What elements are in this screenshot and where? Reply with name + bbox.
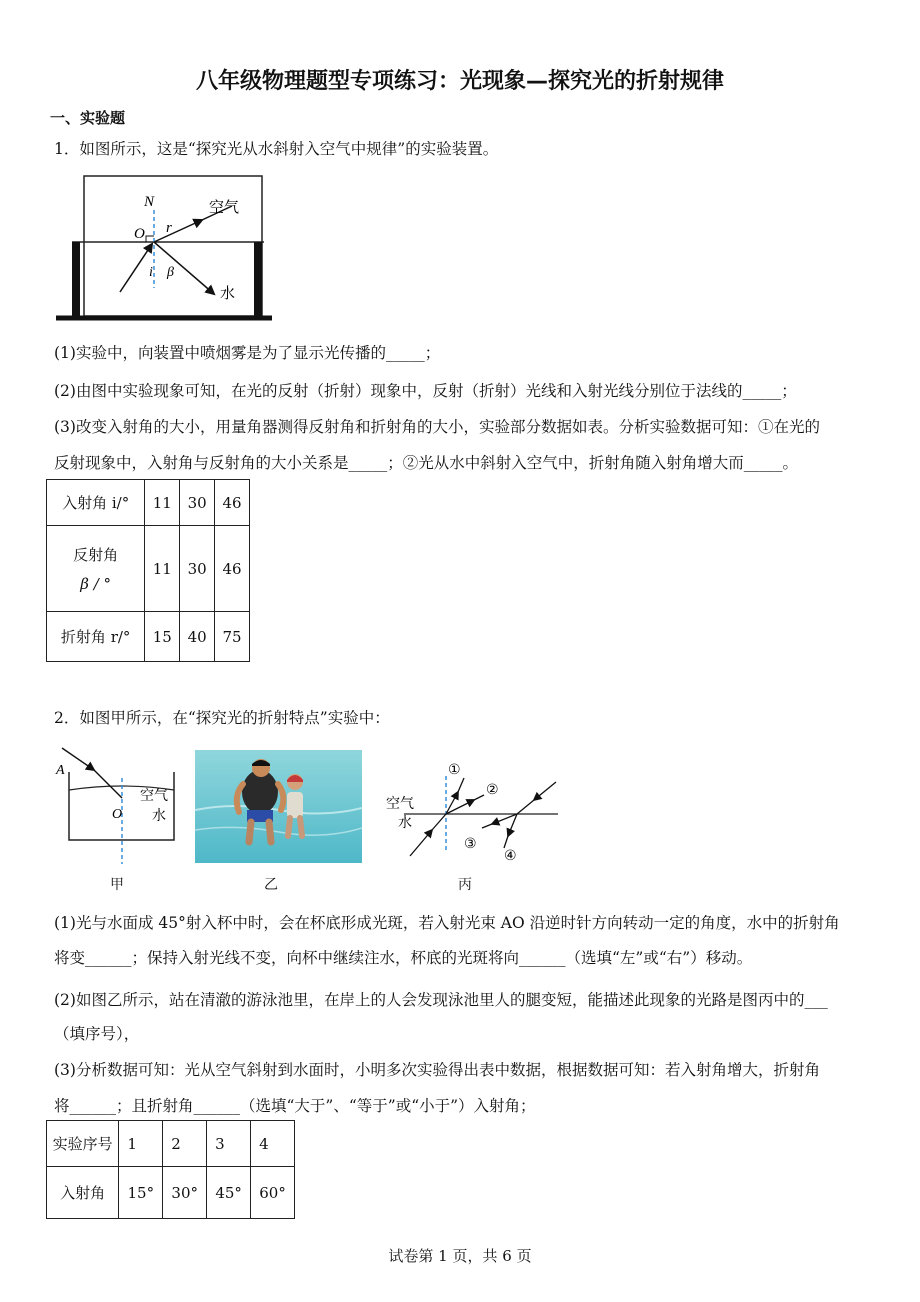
q2-part2-line2: （填序号）， (54, 1025, 140, 1043)
q1-label-i: i (149, 265, 153, 280)
q1-label-beta: β (167, 265, 174, 280)
page-title: 八年级物理题型专项练习：光现象—探究光的折射规律 (195, 69, 724, 94)
table-cell: 11 (145, 480, 180, 526)
q2-stem: 2．如图甲所示，在“探究光的折射特点”实验中： (54, 709, 390, 727)
table-cell: 75 (215, 612, 250, 662)
q1-label-air: 空气 (209, 198, 240, 216)
table-header: 1 (119, 1121, 163, 1167)
q2-label-air: 空气 (140, 788, 168, 804)
caption-yi: 乙 (264, 877, 278, 893)
q1-right-angle (146, 236, 154, 242)
table-cell: 30° (163, 1167, 207, 1219)
q2-part1-line1: (1)光与水面成 45°射入杯中时，会在杯底形成光斑，若入射光束 AO 沿逆时针方向转动一定的角度，水中的折射角 (54, 914, 840, 932)
table-row (47, 1121, 295, 1167)
q1-tank-outline (84, 176, 262, 316)
table-cell: 30 (180, 480, 215, 526)
q2-part3-line2: 将______；且折射角______（选填“大于”、“等于”或“小于”）入射角； (54, 1097, 536, 1115)
q1-label-r: r (166, 220, 172, 236)
q2-figure-yi-photo (195, 750, 362, 863)
q1-part3-line1: (3)改变入射角的大小，用量角器测得反射角和折射角的大小，实验部分数据如表。分析实验数据可知：①在光的 (54, 418, 820, 436)
q2-part2-line1: (2)如图乙所示，站在清澈的游泳池里，在岸上的人会发现泳池里人的腿变短，能描述此现象的光路是图丙中的___ (54, 991, 828, 1009)
q2-incident-ray (62, 748, 94, 770)
q2-bing-label-2: ② (486, 782, 499, 798)
q2-label-water: 水 (152, 808, 166, 824)
q1-right-wall (254, 242, 262, 318)
caption-bing: 丙 (458, 877, 472, 893)
q1-data-table (46, 479, 250, 662)
q1-reflected-ray (154, 242, 214, 294)
q1-incident-ray (120, 244, 152, 292)
table-row (47, 480, 250, 526)
q2-figure-bing (380, 756, 565, 866)
table-cell-label-line2: β / ° (80, 575, 112, 593)
caption-jia: 甲 (110, 877, 124, 893)
q2-data-table (46, 1120, 295, 1219)
q1-label-n: N (144, 194, 155, 210)
q2-label-o: O (112, 807, 123, 822)
q2-bing-label-air: 空气 (386, 796, 414, 812)
table-row (47, 1167, 295, 1219)
table-cell: 45° (207, 1167, 251, 1219)
table-cell: 60° (251, 1167, 295, 1219)
table-row-label: 入射角 (47, 1167, 119, 1219)
q1-part3-line2: 反射现象中，入射角与反射角的大小关系是_____；②光从水中斜射入空气中，折射角随入射角增大而_____。 (54, 454, 799, 472)
q1-label-water: 水 (220, 284, 236, 302)
table-header-label: 实验序号 (47, 1121, 119, 1167)
q2-figure-jia (54, 742, 184, 867)
table-cell-label: 入射角 i/° (47, 480, 145, 526)
table-cell: 15 (145, 612, 180, 662)
q2-bing-label-water: 水 (398, 815, 412, 831)
section-heading: 一、实验题 (50, 109, 126, 127)
q1-part1: (1)实验中，向装置中喷烟雾是为了显示光传播的_____； (54, 344, 441, 362)
table-header: 4 (251, 1121, 295, 1167)
table-header: 2 (163, 1121, 207, 1167)
q1-figure (54, 170, 274, 330)
q2-bing-label-4: ④ (504, 848, 517, 864)
table-row (47, 526, 250, 612)
q1-refracted-ray (154, 220, 202, 242)
table-cell: 40 (180, 612, 215, 662)
q2-part3-line1: (3)分析数据可知：光从空气斜射到水面时，小明多次实验得出表中数据，根据数据可知：若入射角增大，折射角 (54, 1061, 820, 1079)
q2-part1-line2: 将变______；保持入射光线不变，向杯中继续注水，杯底的光斑将向______（选填“左”或“右”）移动。 (54, 949, 753, 967)
q1-stem: 1．如图所示，这是“探究光从水斜射入空气中规律”的实验装置。 (54, 140, 499, 158)
table-cell: 11 (145, 526, 180, 612)
table-cell-label: 折射角 r/° (47, 612, 145, 662)
q2-label-a: A (56, 763, 65, 778)
q1-label-o: O (134, 226, 145, 242)
q2-bing-label-1: ① (448, 762, 461, 778)
table-header: 3 (207, 1121, 251, 1167)
table-cell-label (47, 526, 145, 612)
q1-part2: (2)由图中实验现象可知，在光的反射（折射）现象中，反射（折射）光线和入射光线分别位于法线的_____； (54, 382, 797, 400)
table-cell: 46 (215, 526, 250, 612)
table-cell-label-line1: 反射角 (73, 546, 119, 564)
q2-bing-label-3: ③ (464, 836, 477, 852)
table-row (47, 612, 250, 662)
page-footer: 试卷第 1 页，共 6 页 (388, 1247, 532, 1265)
table-cell: 46 (215, 480, 250, 526)
table-cell: 15° (119, 1167, 163, 1219)
q1-left-wall (72, 242, 80, 318)
table-cell: 30 (180, 526, 215, 612)
